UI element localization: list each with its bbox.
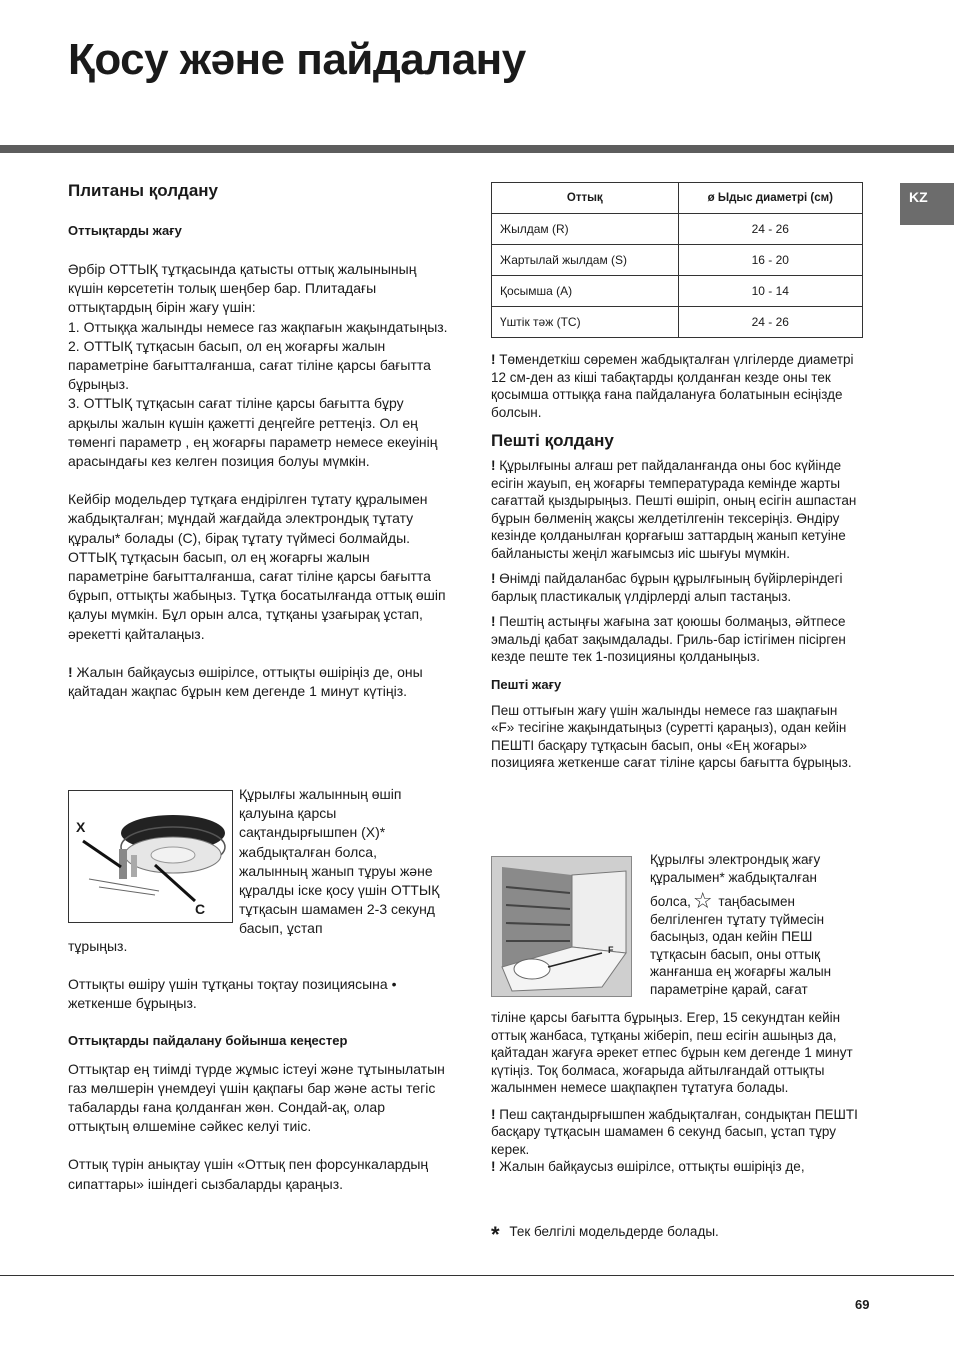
step-3: 3. ОТТЫҚ тұтқасын сағат тіліне қарсы бағытта бұру арқылы жалын күшін қажетті деңгейге реттеңіз. Ол ең төменгі параметр , ең жоғарғы параметр немесе екеуінің арасындағы кез келген позиция болуы мүмкін. bbox=[68, 395, 438, 470]
note-remove-film bbox=[491, 570, 863, 605]
note-first-use bbox=[491, 457, 863, 562]
subheading-burner-tips: Оттықтарды пайдалану бойынша кеңестер bbox=[68, 1032, 348, 1048]
warning-icon: ! bbox=[491, 458, 496, 473]
paragraph-electronic-ignition: Кейбір модельдер тұтқаға ендірілген тұтату құралымен жабдықталған; мұндай жағдайда электрондық тұтату құралы* болады (C), бірақ тұтату түймесі болмайды. ОТТЫҚ тұтқасын басып, ол ең жоғарғы жалын параметріне бағытталғанша, сағат тіліне қарсы бағытта бұрып, оттықты жабыңыз. Тұтқа босатылғанда оттық өшіп қалуы мүмкін. Бұл орын алса, тұтқаны ұзағырақ ұстап, әрекетті қайталаңыз. bbox=[68, 491, 446, 642]
paragraph-oven-lighting: Пеш оттығын жағу үшін жалынды немесе газ шақпағын «F» тесігіне жақындатыңыз (суретті қараңыз), одан кейін ПЕШТІ басқару тұтқасын басып, оны «Ең жоғары» позицияға жеткенше сағат тіліне қарсы бағытта бұрыңыз. bbox=[491, 702, 852, 770]
table-cell-diameter: 10 - 14 bbox=[678, 276, 862, 307]
warning-icon: ! bbox=[491, 1159, 496, 1174]
oven-drawing bbox=[492, 857, 631, 996]
star-icon: ☆ bbox=[692, 888, 713, 913]
paragraph-burner-knob: Әрбір ОТТЫҚ тұтқасында қатысты оттық жалынының күшін көрсететін толық шеңбер бар. Плитадағы оттықтардың бірін жағу үшін: bbox=[68, 261, 417, 316]
figure-label-c: C bbox=[195, 901, 206, 917]
footnote bbox=[491, 1222, 863, 1248]
note-text: Өнімді пайдаланбас бұрын құрылғының бүйірлеріндегі барлық пластикалық үлдірлерді алып тастаңыз. bbox=[491, 571, 843, 604]
burner-illustration bbox=[68, 790, 233, 923]
paragraph-pan-advice: Оттықтар ең тиімді түрде жұмыс істеуі және тұтынылатын газ мөлшерін үнемдеуі үшін қақпағы бар және асты тегіс табаларды ғана қолданған жөн. Сондай-ақ, олар оттықтың өлшеміне сәйкес келуі тиіс. bbox=[68, 1060, 445, 1135]
left-column bbox=[68, 180, 448, 701]
note-text: Пеш сақтандырғышпен жабдықталған, сондықтан ПЕШТІ басқару тұтқасын шамамен 6 секунд басып, ұстап тұру керек. bbox=[491, 1106, 858, 1157]
warning-icon: ! bbox=[491, 1106, 496, 1122]
left-column-lower bbox=[68, 937, 448, 1194]
table-cell-diameter: 24 - 26 bbox=[678, 307, 862, 338]
footer-divider bbox=[0, 1275, 954, 1276]
figure-label-f: F bbox=[608, 945, 614, 955]
section-title-oven: Пешті қолдану bbox=[491, 431, 614, 450]
step-1: 1. Оттыққа жалынды немесе газ жақпағын жақындатыңыз. bbox=[68, 318, 448, 335]
page-number: 69 bbox=[855, 1297, 870, 1312]
table-header-burner: Оттық bbox=[492, 183, 679, 214]
paragraph-electronic-ignition-b bbox=[650, 888, 862, 998]
subheading-lighting-burners: Оттықтарды жағу bbox=[68, 223, 182, 238]
note-text: Пештің астыңғы жағына зат қоюшы болмаңыз, әйтпесе эмальді қабат зақымдалады. Гриль-бар істігімен пісірген кезде пеште тек 1-позицияны қолданыңыз. bbox=[491, 614, 846, 664]
header-divider bbox=[0, 145, 954, 153]
table-header-row bbox=[492, 183, 863, 214]
table-row bbox=[492, 245, 863, 276]
note-safety-device bbox=[491, 1106, 863, 1159]
pan-diameter-table bbox=[491, 182, 863, 338]
table-cell-burner: Жартылай жылдам (S) bbox=[492, 245, 679, 276]
flame-safety-text bbox=[239, 785, 447, 939]
note-small-pans bbox=[491, 351, 863, 421]
text-fragment: болса, bbox=[650, 894, 691, 909]
warning-icon: ! bbox=[491, 571, 496, 586]
electronic-ignition-text bbox=[650, 851, 862, 998]
footnote-text: Тек белгілі модельдерде болады. bbox=[509, 1224, 719, 1239]
paragraph-burner-types: Оттық түрін анықтау үшін «Оттық пен форсункалардың сипаттары» ішіндегі сызбаларды қараңыз. bbox=[68, 1156, 429, 1192]
paragraph-oven-retry: тіліне қарсы бағытта бұрыңыз. Егер, 15 секундтан кейін оттық жанбаса, тұтқаны жіберіп, пеш есігін ашыңыз да, қайтадан жағуға әрекет етпес бұрын кем дегенде 1 минут күтіңіз. Тоқ болмаса, жоғарыда айтылғандай оттықты жалынмен немесе шақпақпен тұтатуға болады. bbox=[491, 1010, 853, 1095]
warning-text: Жалын байқаусыз өшірілсе, оттықты өшіріңіз де, оны қайтадан жақпас бұрын кем дегенде 1 минут күтіңіз. bbox=[68, 663, 423, 700]
table-cell-burner: Жылдам (R) bbox=[492, 214, 679, 245]
right-column-lower bbox=[491, 1009, 863, 1176]
warning-icon: ! bbox=[491, 352, 496, 367]
language-badge: KZ bbox=[900, 183, 954, 225]
oven-illustration bbox=[491, 856, 632, 997]
table-row bbox=[492, 307, 863, 338]
table-cell-diameter: 16 - 20 bbox=[678, 245, 862, 276]
step-2: 2. ОТТЫҚ тұтқасын басып, ол ең жоғарғы жалын параметріне бағытталғанша, сағат тіліне қарсы бағытта бұрыңыз. bbox=[68, 337, 431, 393]
table-row bbox=[492, 214, 863, 245]
warning-icon: ! bbox=[68, 663, 73, 680]
subheading-lighting-oven: Пешті жағу bbox=[491, 676, 562, 692]
note-text: Құрылғыны алғаш рет пайдаланғанда оны бос күйінде есігін жауып, ең жоғарғы температурада кемінде жарты сағаттай қыздырыңыз. Пешті өшіріп, оның есігін ашпастан бұрын бөлменің жақсы желдетілгенін тексеріңіз. Өндіру кезінде қолданылған қорғағыш заттардың жанып кетуіне байланысты жеңіл жағымсыз иіс шығуы мүмкін. bbox=[491, 458, 857, 561]
page-title: Қосу және пайдалану bbox=[68, 35, 526, 84]
table-row bbox=[492, 276, 863, 307]
note-text: Төмендеткіш сөремен жабдықталған үлгілерде диаметрі 12 см-ден аз кіші табақтарды қолданған кезде оны тек қосымша оттыққа ғана пайдалануға болатынын есіңізде болсын. bbox=[491, 352, 854, 420]
table-cell-burner: Үштік тәж (TC) bbox=[492, 307, 679, 338]
section-title-hob: Плитаны қолдану bbox=[68, 181, 218, 200]
paragraph-turn-off: Оттықты өшіру үшін тұтқаны тоқтау позициясына • жеткенше бұрыңыз. bbox=[68, 976, 397, 1012]
table-cell-burner: Қосымша (A) bbox=[492, 276, 679, 307]
pan-diameter-table-wrap bbox=[491, 182, 863, 338]
paragraph-electronic-ignition-a: Құрылғы электрондық жағу құралымен* жабдықталған bbox=[650, 852, 821, 885]
paragraph-flame-safety-end: тұрыңыз. bbox=[68, 938, 128, 954]
burner-drawing bbox=[69, 791, 232, 922]
warning-flame-out bbox=[68, 663, 448, 701]
note-oven-bottom bbox=[491, 613, 863, 666]
table-cell-diameter: 24 - 26 bbox=[678, 214, 862, 245]
footnote-asterisk: * bbox=[491, 1222, 500, 1247]
figure-label-x: X bbox=[76, 819, 86, 835]
right-column bbox=[491, 351, 863, 772]
note-flame-out bbox=[491, 1158, 863, 1176]
text-fragment: таңбасымен белгіленген тұтату түймесін басыңыз, одан кейін ПЕШ тұтқасын басып, оны оттық жанғанша ең жоғарғы жалын параметріне қарай, сағат bbox=[650, 894, 832, 997]
note-text: Жалын байқаусыз өшірілсе, оттықты өшіріңіз де, bbox=[495, 1159, 805, 1174]
paragraph-flame-safety: Құрылғы жалынның өшіп қалуына қарсы сақтандырғышпен (X)* жабдықталған болса, жалынның жанып тұруы және құралды іске қосу үшін ОТТЫҚ тұтқасын шамамен 2-3 секунд басып, ұстап bbox=[239, 786, 440, 937]
table-header-diameter: ø Ыдыс диаметрі (см) bbox=[678, 183, 862, 214]
warning-icon: ! bbox=[491, 614, 496, 629]
